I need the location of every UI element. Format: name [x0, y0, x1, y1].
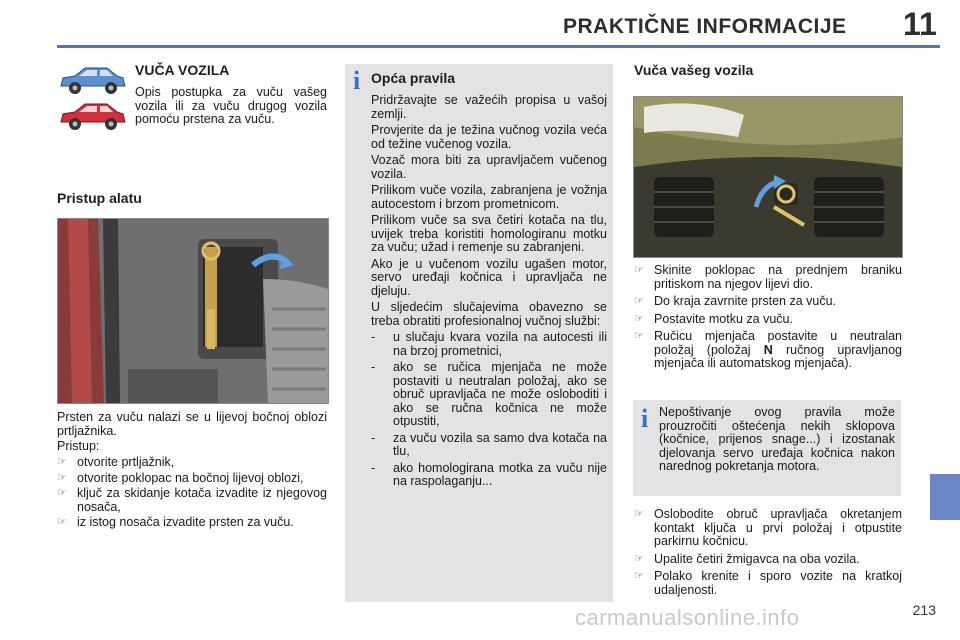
trunk-photo [57, 218, 329, 404]
list-item: ☞ iz istog nosača izvadite prsten za vuču. [57, 515, 294, 529]
rules-paragraph: U sljedećim slučajevima obavezno se treba obratiti profesionalnoj vučnoj službi: [371, 300, 607, 328]
warning-box [633, 400, 901, 496]
pointing-hand-icon: ☞ [634, 264, 644, 276]
list-item: ☞ Skinite poklopac na prednjem braniku pritiskom na njegov lijevi dio. [634, 263, 902, 291]
blue-car-icon [57, 64, 127, 96]
access-caption: Prsten za vuču nalazi se u lijevoj bočnoj oblozi prtljažnika. [57, 410, 327, 438]
pointing-hand-icon: ☞ [634, 508, 644, 520]
access-steps-list [57, 456, 327, 530]
rules-paragraph: Prilikom vuče sa sva četiri kotača na tlu, uvijek treba koristiti homologiranu motku za vuču; užad i remenje su zabranjeni. [371, 213, 607, 254]
list-item: ☞ ključ za skidanje kotača izvadite iz njegovog nosača, [57, 486, 327, 514]
pointing-hand-icon: ☞ [634, 552, 644, 565]
section-intro: Opis postupka za vuču vašeg vozila ili za vuču drugog vozila pomoću prstena za vuču. [135, 85, 327, 126]
pointing-hand-icon: ☞ [57, 456, 67, 468]
list-item: ☞ Do kraja zavrnite prsten za vuču. [634, 294, 837, 308]
rules-paragraph: Ako je u vučenom vozilu ugašen motor, servo uređaji kočnica i upravljača ne djeluju. [371, 256, 607, 298]
rules-title: Opća pravila [371, 70, 456, 86]
pointing-hand-icon: ☞ [57, 516, 67, 528]
access-title: Pristup alatu [57, 190, 142, 206]
rules-paragraph: Provjerite da je težina vučnog vozila veća od težine vučenog vozila. [371, 123, 607, 151]
own-towing-title: Vuča vašeg vozila [634, 62, 754, 78]
list-item: - ako homologirana motka za vuču nije na raspolaganju... [371, 460, 607, 488]
list-item: - ako se ručica mjenjača ne može postaviti u neutralan položaj, ako se obruč upravljača ne može osloboditi i ako se ručna kočnica ne može otpustiti, [371, 360, 607, 428]
list-item: ☞ Oslobodite obruč upravljača okretanjem kontakt ključa u prvi položaj i otpustite parkirnu kočnicu. [634, 507, 902, 548]
warning-text: Nepoštivanje ovog pravila može prouzročiti oštećenja nekih sklopova (kočnice, prijenos snage...) i izostanak djelovanja servo uređaja kočnica nakon narednog pokretanja motora. [659, 405, 895, 473]
general-rules-box [345, 64, 613, 602]
page-number: 213 [912, 602, 936, 618]
pointing-hand-icon: ☞ [634, 295, 644, 307]
rules-paragraph: Vozač mora biti za upravljačem vučenog vozila. [371, 153, 607, 181]
list-item: ☞ otvorite poklopac na bočnoj lijevoj oblozi, [57, 470, 304, 485]
rules-paragraph: Prilikom vuče vozila, zabranjena je vožnja autocestom i brzom prometnicom. [371, 183, 607, 211]
list-item: - za vuču vozila sa samo dva kotača na tlu, [371, 430, 607, 458]
list-item: - u slučaju kvara vozila na autocesti ili na brzoj prometnici, [371, 330, 607, 358]
pointing-hand-icon: ☞ [57, 487, 67, 499]
red-car-icon [57, 100, 127, 132]
pointing-hand-icon: ☞ [634, 570, 644, 582]
chapter-number: 11 [903, 6, 937, 42]
own-steps-list [634, 264, 902, 371]
page-header-title: PRAKTIČNE INFORMACIJE [563, 15, 847, 38]
list-item: ☞ Ručicu mjenjača postavite u neutralan položaj (položaj N ručnog upravljanog mjenjača ili automatskog mjenjača). [634, 329, 902, 370]
list-item: ☞ Upalite četiri žmigavca na oba vozila. [634, 551, 860, 566]
info-icon: i [641, 404, 649, 433]
bumper-photo [633, 96, 903, 258]
access-lead: Pristup: [57, 439, 100, 453]
rules-body [371, 94, 607, 489]
list-item: ☞ Polako krenite i sporo vozite na kratkoj udaljenosti. [634, 569, 902, 597]
list-item: ☞ otvorite prtljažnik, [57, 455, 175, 469]
chapter-side-tab [930, 474, 960, 520]
pointing-hand-icon: ☞ [57, 471, 67, 484]
pointing-hand-icon: ☞ [634, 330, 644, 342]
pointing-hand-icon: ☞ [634, 312, 644, 325]
watermark: carmanualsonline.info [575, 605, 800, 630]
section-title: VUČA VOZILA [135, 62, 230, 78]
rules-paragraph: Pridržavajte se važećih propisa u vašoj zemlji. [371, 93, 607, 121]
list-item: ☞ Postavite motku za vuču. [634, 311, 793, 326]
own-final-steps-list [634, 508, 902, 597]
header-rule [57, 45, 940, 48]
info-icon: i [353, 66, 361, 95]
